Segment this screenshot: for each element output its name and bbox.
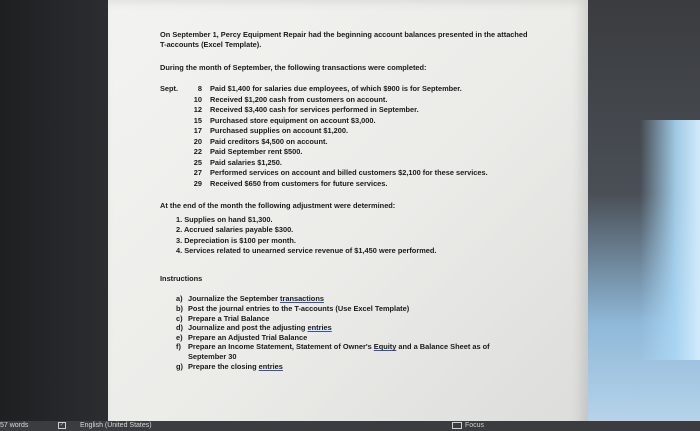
instruction-item bbox=[160, 304, 580, 314]
instruction-item bbox=[160, 352, 580, 362]
transaction-row bbox=[160, 179, 580, 190]
focus-button[interactable] bbox=[452, 421, 484, 431]
transaction-text: Received $650 from customers for future services. bbox=[210, 178, 388, 188]
transactions-list bbox=[160, 84, 580, 189]
transaction-row bbox=[160, 147, 580, 158]
transaction-row bbox=[160, 105, 580, 116]
document-content bbox=[160, 30, 580, 371]
transaction-row bbox=[160, 168, 580, 179]
transaction-day: 25 bbox=[193, 157, 202, 167]
transaction-row bbox=[160, 95, 580, 106]
proofing-underlined-word[interactable]: transactions bbox=[280, 294, 324, 304]
transaction-text: Paid creditors $4,500 on account. bbox=[210, 136, 328, 146]
instructions-head: Instructions bbox=[160, 274, 203, 283]
transaction-day: 29 bbox=[193, 178, 202, 188]
transaction-day: 12 bbox=[193, 105, 202, 115]
instruction-letter: b) bbox=[176, 304, 183, 313]
adjustment-item: 2. Accrued salaries payable $300. bbox=[176, 225, 294, 235]
transaction-text: Purchased store equipment on account $3,000. bbox=[210, 115, 376, 125]
proofing-icon[interactable]: ✓ bbox=[59, 422, 65, 428]
instruction-text: Journalize and post the adjusting bbox=[188, 323, 308, 333]
instruction-item bbox=[160, 362, 580, 372]
instruction-item bbox=[160, 323, 580, 333]
focus-label: Focus bbox=[465, 422, 485, 429]
instruction-item: f) Prepare an Income Statement, Statement of Owner's Equity and a Balance Sheet as of bbox=[176, 342, 490, 352]
transaction-text: Received $1,200 cash from customers on account. bbox=[210, 94, 388, 104]
instruction-item bbox=[160, 294, 580, 304]
status-bar bbox=[0, 421, 700, 431]
transaction-day: 20 bbox=[193, 136, 202, 146]
instruction-letter: f) bbox=[176, 342, 181, 352]
transactions-subhead: During the month of September, the following transactions were completed: bbox=[160, 62, 427, 72]
screen-glare bbox=[640, 120, 700, 360]
focus-icon bbox=[452, 422, 462, 429]
instruction-text: Prepare the closing bbox=[188, 361, 259, 371]
adjustment-item: 4. Services related to unearned service revenue of $1,450 were performed. bbox=[176, 246, 437, 256]
transaction-text: Purchased supplies on account $1,200. bbox=[210, 126, 349, 136]
transaction-day: 22 bbox=[193, 147, 202, 157]
intro-paragraph: On September 1, Percy Equipment Repair had the beginning account balances presented in the attached T-accounts (Excel Template). bbox=[160, 30, 528, 50]
transaction-row bbox=[160, 116, 580, 127]
transaction-day: 17 bbox=[193, 126, 202, 136]
transaction-text: Paid September rent $500. bbox=[210, 147, 303, 157]
proofing-underlined-word[interactable]: entries bbox=[258, 361, 283, 371]
instruction-item bbox=[160, 314, 580, 324]
instruction-text: Prepare a Trial Balance bbox=[188, 313, 270, 323]
instruction-letter: e) bbox=[176, 332, 183, 342]
adjustments-head: At the end of the month the following adjustment were determined: bbox=[160, 201, 396, 211]
word-count[interactable]: 57 words bbox=[0, 422, 29, 429]
instructions-list bbox=[160, 294, 580, 371]
transaction-row bbox=[160, 126, 580, 137]
adjustments-list bbox=[160, 215, 580, 257]
instruction-text: Prepare an Adjusted Trial Balance bbox=[188, 332, 308, 342]
month-label: Sept. bbox=[160, 84, 179, 94]
transaction-row bbox=[160, 137, 580, 148]
adjustment-item: 3. Depreciation is $100 per month. bbox=[176, 235, 296, 245]
transaction-day: 27 bbox=[193, 168, 202, 178]
instruction-text: Post the journal entries to the T-accounts (Use Excel Template) bbox=[188, 304, 410, 313]
instruction-text: Journalize the September bbox=[188, 294, 280, 304]
language-indicator[interactable]: English (United States) bbox=[80, 422, 152, 429]
instruction-letter: g) bbox=[176, 361, 183, 371]
instruction-text: Prepare an Income Statement, Statement of Owner's bbox=[188, 342, 374, 352]
instruction-letter: d) bbox=[176, 323, 183, 333]
transaction-text: Paid $1,400 for salaries due employees, of which $900 is for September. bbox=[210, 84, 462, 94]
instruction-item bbox=[160, 333, 580, 343]
transaction-row bbox=[160, 84, 580, 95]
transaction-text: Paid salaries $1,250. bbox=[210, 157, 282, 167]
instruction-letter: a) bbox=[176, 294, 183, 304]
proofing-underlined-word[interactable]: entries bbox=[307, 323, 332, 333]
transaction-day: 15 bbox=[193, 115, 202, 125]
transaction-text: Performed services on account and billed customers $2,100 for these services. bbox=[210, 168, 488, 178]
transaction-day: 8 bbox=[197, 84, 202, 94]
instruction-text: September 30 bbox=[188, 351, 237, 361]
background-left bbox=[0, 0, 108, 431]
adjustment-item: 1. Supplies on hand $1,300. bbox=[176, 214, 273, 224]
instruction-letter bbox=[176, 352, 188, 362]
document-page[interactable] bbox=[108, 0, 588, 431]
proofing-underlined-word[interactable]: Equity bbox=[373, 342, 397, 352]
transaction-text: Received $3,400 cash for services performed in September. bbox=[210, 105, 419, 115]
transaction-day: 10 bbox=[193, 94, 202, 104]
instruction-letter: c) bbox=[176, 313, 183, 323]
transaction-row bbox=[160, 158, 580, 169]
